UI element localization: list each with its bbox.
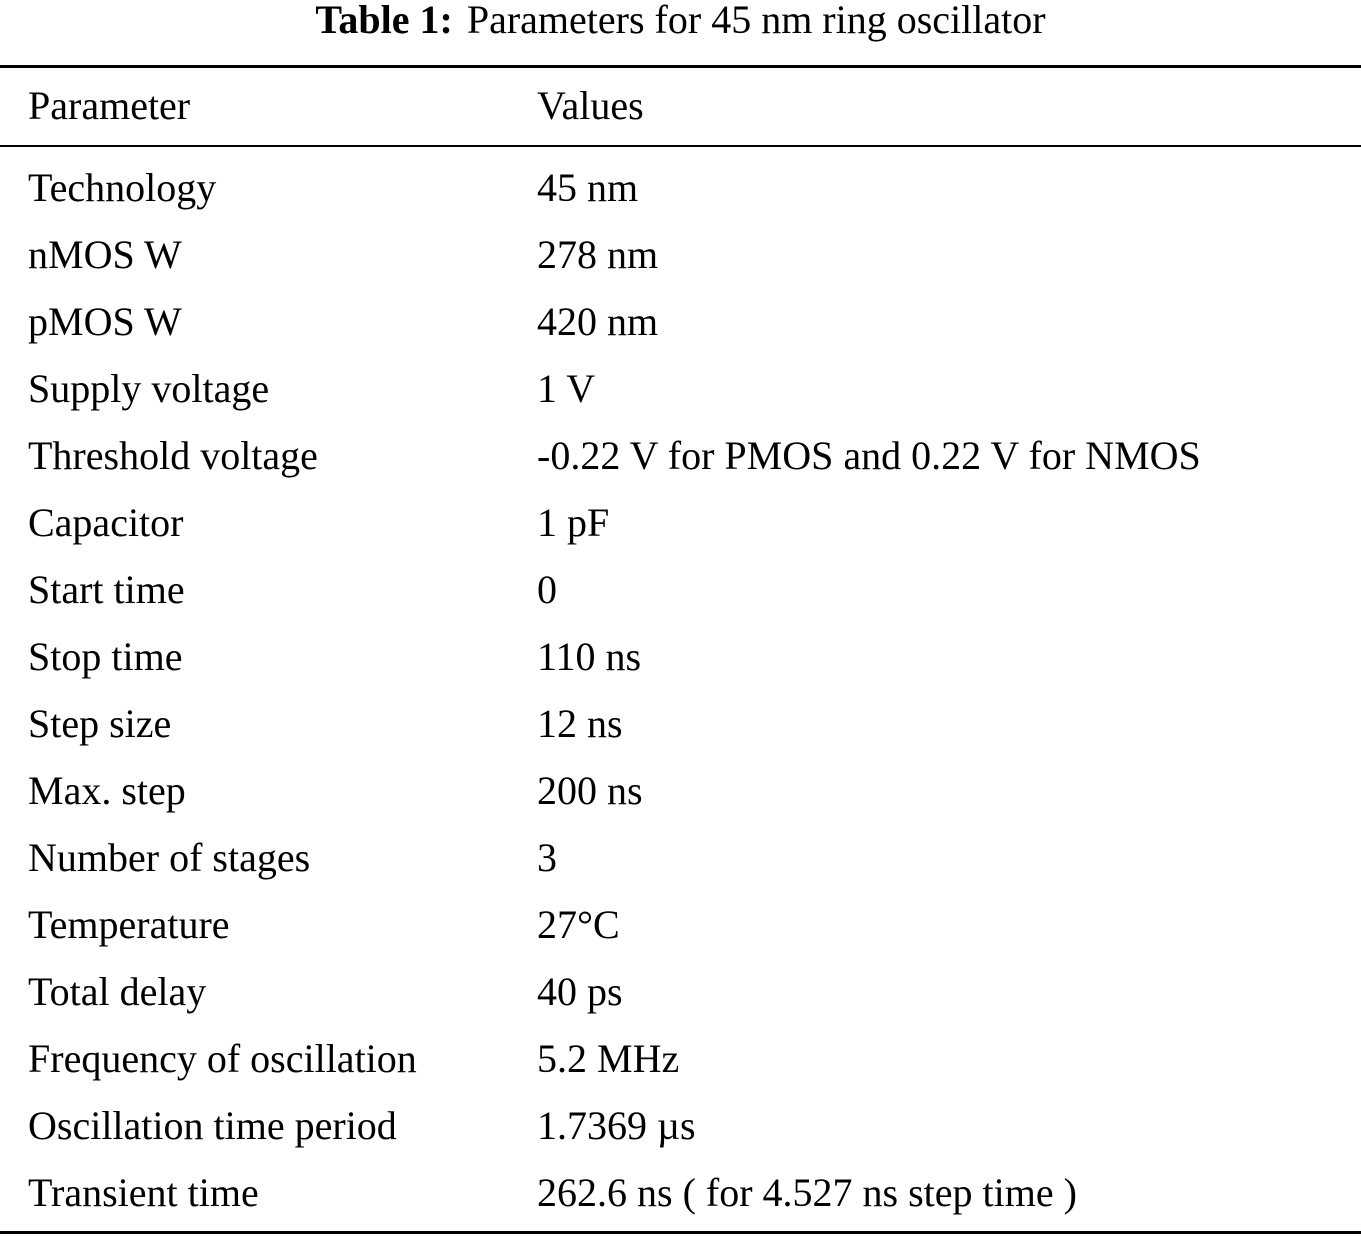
value-cell: 278 nm xyxy=(537,232,659,277)
parameter-cell: Stop time xyxy=(28,634,183,679)
table-row xyxy=(0,221,1361,288)
parameter-cell: nMOS W xyxy=(28,232,182,277)
table-row xyxy=(0,288,1361,355)
parameter-cell: pMOS W xyxy=(28,299,182,344)
parameter-cell: Max. step xyxy=(28,768,186,813)
value-cell: 110 ns xyxy=(537,634,642,679)
table-caption-text: Parameters for 45 nm ring oscillator xyxy=(466,0,1046,42)
parameter-cell: Oscillation time period xyxy=(28,1103,397,1148)
parameter-cell: Number of stages xyxy=(28,835,311,880)
table-caption-label: Table 1: xyxy=(315,0,453,42)
value-cell: 12 ns xyxy=(537,701,623,746)
value-cell: 1 pF xyxy=(537,500,610,545)
table-row xyxy=(0,1025,1361,1092)
parameter-cell: Temperature xyxy=(28,902,230,947)
table-row xyxy=(0,422,1361,489)
table-row xyxy=(0,1159,1361,1226)
table-row xyxy=(0,757,1361,824)
value-cell: 45 nm xyxy=(537,165,639,210)
header-values: Values xyxy=(537,83,644,128)
table-row xyxy=(0,1092,1361,1159)
value-cell: 5.2 MHz xyxy=(537,1036,680,1081)
parameter-cell: Frequency of oscillation xyxy=(28,1036,417,1081)
table-row xyxy=(0,355,1361,422)
parameter-cell: Capacitor xyxy=(28,500,184,545)
table-bottom-rule xyxy=(0,1231,1361,1234)
parameter-cell: Technology xyxy=(28,165,217,210)
table-row xyxy=(0,623,1361,690)
value-cell: 27°C xyxy=(537,902,620,947)
value-cell: 420 nm xyxy=(537,299,659,344)
value-cell: 3 xyxy=(537,835,557,880)
table-header-rule xyxy=(0,145,1361,147)
value-cell: 1 V xyxy=(537,366,596,411)
parameter-cell: Step size xyxy=(28,701,172,746)
parameter-cell: Supply voltage xyxy=(28,366,270,411)
parameter-cell: Start time xyxy=(28,567,185,612)
table-header-row xyxy=(0,72,1361,139)
table-top-rule xyxy=(0,65,1361,68)
table-row xyxy=(0,958,1361,1025)
value-cell: 0 xyxy=(537,567,557,612)
table-row xyxy=(0,489,1361,556)
table-row xyxy=(0,154,1361,221)
parameter-cell: Transient time xyxy=(28,1170,259,1215)
parameter-cell: Threshold voltage xyxy=(28,433,318,478)
table-row xyxy=(0,824,1361,891)
value-cell: 262.6 ns ( for 4.527 ns step time ) xyxy=(537,1170,1077,1215)
table-row xyxy=(0,556,1361,623)
parameter-cell: Total delay xyxy=(28,969,207,1014)
table-row xyxy=(0,690,1361,757)
header-parameter: Parameter xyxy=(28,83,191,128)
table-row xyxy=(0,891,1361,958)
table-caption xyxy=(0,0,1361,40)
value-cell: -0.22 V for PMOS and 0.22 V for NMOS xyxy=(537,433,1201,478)
value-cell: 1.7369 µs xyxy=(537,1103,696,1148)
value-cell: 40 ps xyxy=(537,969,623,1014)
value-cell: 200 ns xyxy=(537,768,643,813)
